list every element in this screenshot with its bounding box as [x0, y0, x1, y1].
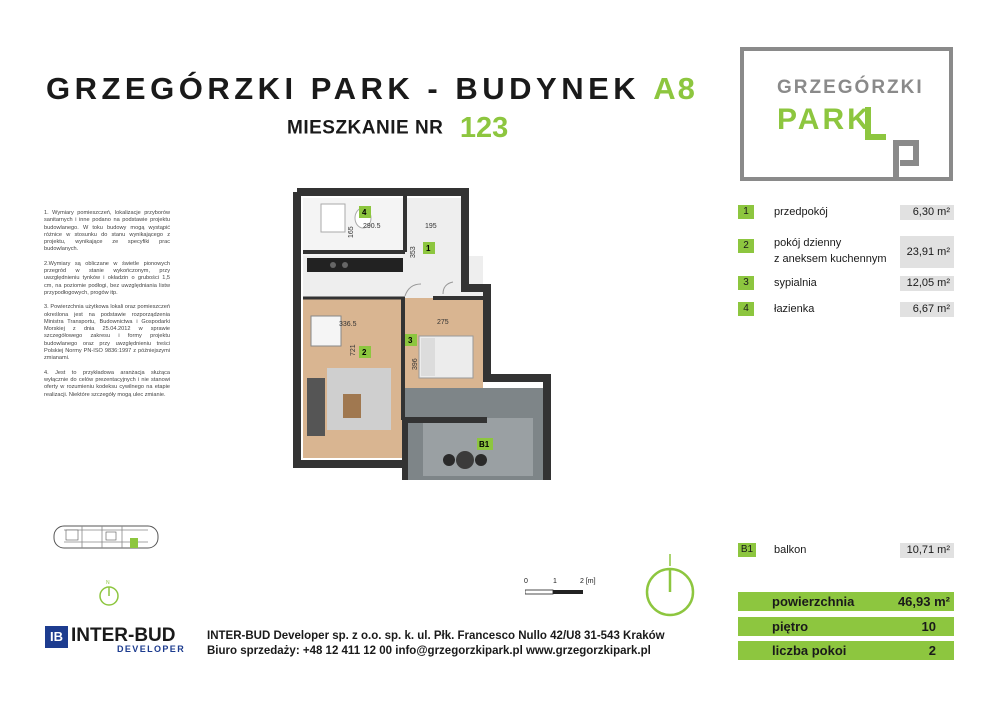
- room-name: łazienka: [774, 303, 815, 315]
- dim-bed-width: 275: [437, 319, 449, 326]
- summary-floor-label: piętro: [772, 619, 809, 634]
- room-number: 3: [738, 276, 754, 290]
- summary-floor-value: 10: [921, 619, 936, 634]
- dim-living-height: 721: [350, 344, 357, 356]
- developer-name: INTER-BUD: [71, 625, 176, 646]
- room-number: 1: [738, 205, 754, 219]
- logo-line2: PARK: [777, 103, 872, 136]
- floor-plan: [293, 188, 555, 488]
- room-area: 12,05 m²: [900, 276, 954, 291]
- scale-tick-0: 0: [524, 578, 528, 585]
- summary-floor: [738, 617, 954, 636]
- brand-logo: [740, 47, 953, 181]
- apartment-number: [287, 112, 508, 145]
- note-4: 4. Jest to przykładowa aranżacja służąca wyłącznie do celów prezentacyjnych i nie stanowi oferty w rozumieniu kodeksu cywilnego na etapie realizacji. Niektóre szczegóły mogą ulec zmianie.: [44, 369, 170, 398]
- company-contact: Biuro sprzedaży: +48 12 411 12 00 info@grzegorzkipark.pl www.grzegorzkipark.pl: [207, 645, 651, 657]
- page-title: [46, 70, 697, 108]
- plan-label-4: 4: [362, 208, 367, 217]
- room-area: 6,67 m²: [900, 302, 954, 317]
- apartment-value: 123: [459, 112, 509, 144]
- plan-label-b1: B1: [479, 440, 490, 449]
- plan-label-1: 1: [426, 244, 431, 253]
- scale-tick-1: 1: [553, 578, 557, 585]
- balcony-area: 10,71 m²: [900, 543, 954, 558]
- note-2: 2.Wymiary są obliczane w świetle pionowych przegród w stanie wykończonym, przy uwzględnieniu tynków i okładzin o grubości 1,5 cm, na poziomie podłogi, bez uwzględniania listw przypodłogowych, progów itp.: [44, 260, 170, 296]
- small-compass-north: N: [106, 580, 110, 586]
- plan-label-2: 2: [362, 348, 367, 357]
- dim-living-width: 336.5: [339, 321, 357, 328]
- developer-mark: IB: [45, 626, 68, 648]
- apartment-label: MIESZKANIE NR: [287, 117, 444, 139]
- company-address: INTER-BUD Developer sp. z o.o. sp. k. ul. Płk. Francesco Nullo 42/U8 31-543 Kraków: [207, 630, 665, 642]
- summary-rooms-label: liczba pokoi: [772, 643, 847, 658]
- note-1: 1. Wymiary pomieszczeń, lokalizacje przyborów sanitarnych i inne podano na podstawie projektu budowlanego. W toku budowy mogą wystąpić różnice w stosunku do stanu wynikającego z projektu, wynikające ze specyfiki prac budowlanych.: [44, 210, 170, 253]
- summary-rooms: [738, 641, 954, 660]
- room-name: sypialnia: [774, 277, 817, 289]
- dim-bath-width: 290.5: [363, 223, 381, 230]
- scale-tick-2: 2 [m]: [580, 578, 596, 585]
- room-number: 4: [738, 302, 754, 316]
- balcony-name: balkon: [774, 544, 807, 556]
- dim-hall-height: 353: [410, 246, 417, 258]
- note-3: 3. Powierzchnia użytkowa lokali oraz pomieszczeń określona jest na podstawie rozporządzenia Ministra Transportu, Budownictwa i Gospodarki Morskiej z dnia 25.04.2012 w sprawie szczegółowego zakresu i formy projektu budowlanego oraz przy uwzględnieniu treści Polskiej Normy PN-ISO 9836:1997 z późniejszymi zmianami.: [44, 304, 170, 362]
- logo-mark-icon: [862, 103, 922, 179]
- logo-line1: GRZEGÓRZKI: [777, 77, 924, 98]
- dim-hall-width: 195: [425, 223, 437, 230]
- balcony-number: B1: [738, 543, 756, 557]
- compass-icon: [643, 552, 695, 618]
- scale-graphic: [525, 588, 585, 596]
- summary-area-label: powierzchnia: [772, 594, 855, 609]
- legal-notes: [44, 210, 170, 406]
- small-compass-icon: [96, 578, 122, 608]
- summary-area-value: 46,93 m²: [897, 594, 950, 609]
- building-code: A8: [653, 71, 697, 106]
- room-name-line2: z aneksem kuchennym: [774, 253, 887, 265]
- summary-rooms-value: 2: [928, 643, 936, 658]
- developer-subtitle: DEVELOPER: [117, 644, 186, 654]
- room-area: 6,30 m²: [900, 205, 954, 220]
- room-area: 23,91 m²: [900, 236, 954, 268]
- room-name: pokój dzienny: [774, 237, 842, 249]
- dim-bath-height: 165: [348, 226, 355, 238]
- title-main: GRZEGÓRZKI PARK - BUDYNEK: [46, 71, 641, 106]
- plan-label-3: 3: [408, 336, 413, 345]
- site-plan-thumbnail: [52, 520, 164, 554]
- room-number: 2: [738, 239, 754, 253]
- summary-area: [738, 592, 954, 611]
- room-name: przedpokój: [774, 206, 828, 218]
- dim-bed-height: 396: [412, 358, 419, 370]
